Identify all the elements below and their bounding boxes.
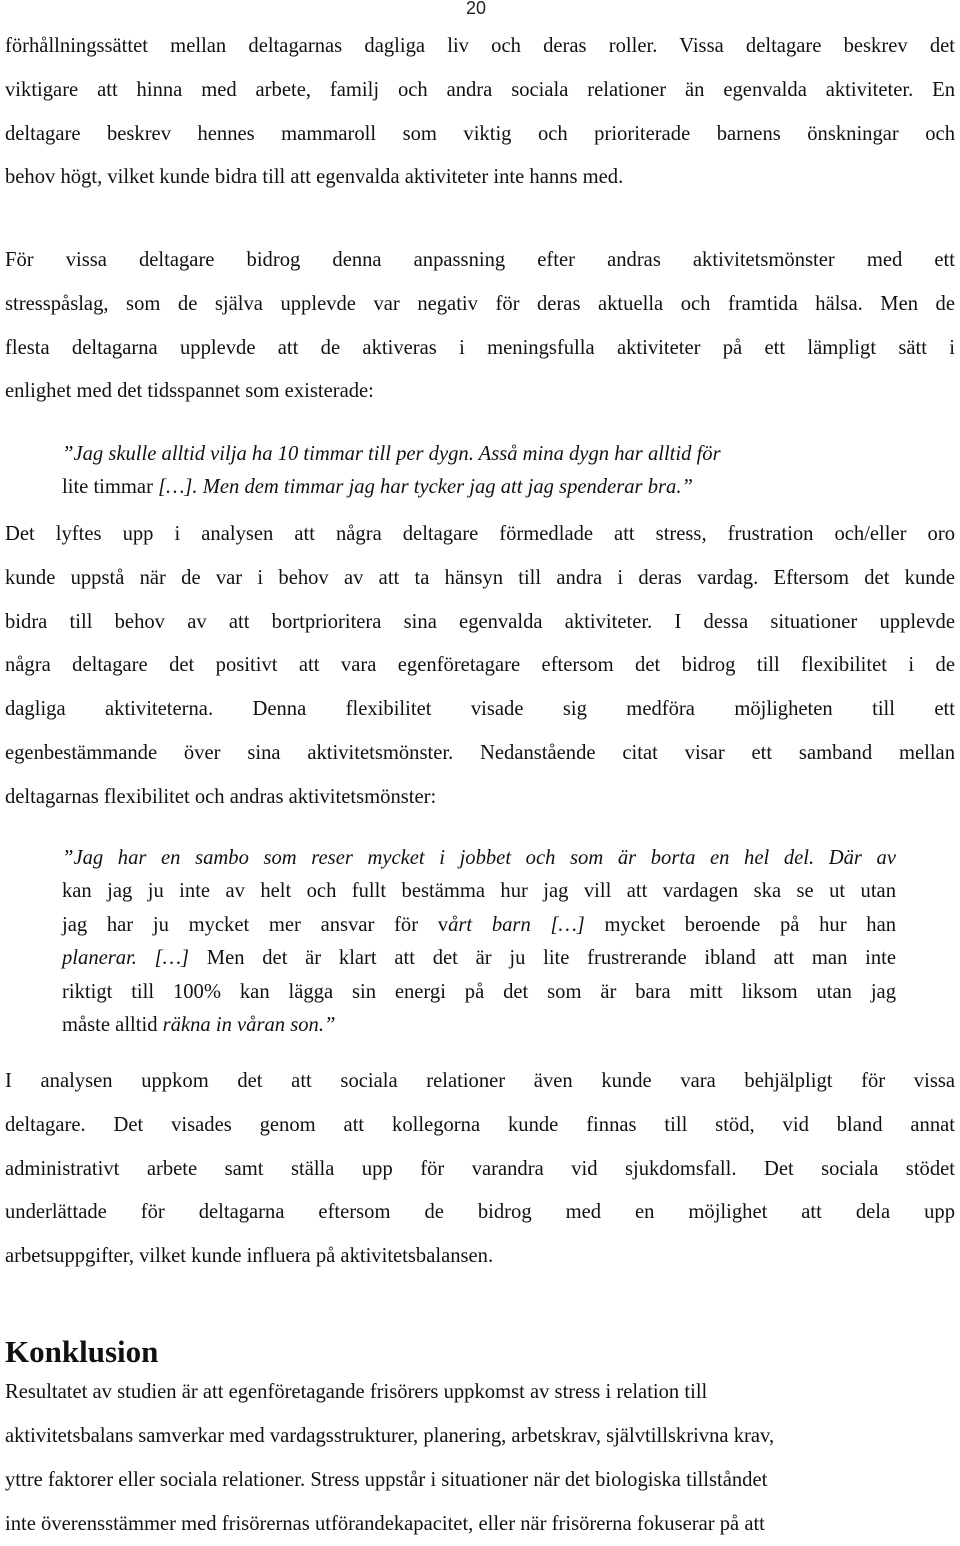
section-heading-konklusion: Konklusion <box>5 1334 159 1369</box>
text-line: enlighet med det tidsspannet som existerade: <box>5 380 374 403</box>
quote-line <box>62 471 896 504</box>
paragraph-conclusion <box>5 1370 955 1546</box>
text-line: bidra till behov av att bortprioritera sina egenvalda aktiviteter. I dessa situationer upplevde <box>5 610 955 633</box>
text-line: några deltagare det positivt att vara egenföretagare eftersom det bidrog till flexibilitet i de <box>5 654 955 677</box>
page-number: 20 <box>466 0 487 18</box>
text-line: behov högt, vilket kunde bidra till att egenvalda aktiviteter inte hanns med. <box>5 166 624 189</box>
quote-text: måste alltid <box>62 1014 163 1037</box>
quote-text: räkna in våran son.” <box>162 1014 336 1037</box>
text-line: I analysen uppkom det att sociala relationer även kunde vara behjälpligt för vissa <box>5 1070 955 1092</box>
quote-line <box>62 842 896 875</box>
quote-text: jag har ju mycket mer ansvar för v <box>62 913 449 936</box>
block-quote-partner <box>62 842 896 1042</box>
quote-text: planerar. […] <box>62 947 190 970</box>
quote-text: Där av <box>814 847 896 869</box>
quote-text: […]. Men dem timmar jag har tycker jag att jag spenderar bra.” <box>158 476 693 499</box>
text-line: Resultatet av studien är att egenföretagande frisörers uppkomst av stress i relation till <box>5 1381 708 1403</box>
text-line: stresspåslag, som de själva upplevde var negativ för deras aktuella och framtida hälsa. Men de <box>5 292 955 315</box>
paragraph-flexibility <box>5 513 955 820</box>
quote-line <box>62 909 896 942</box>
text-line: egenbestämmande över sina aktivitetsmönster. Nedanstående citat visar ett samband mellan <box>5 741 955 764</box>
block-quote-time <box>62 438 896 505</box>
quote-line <box>62 942 896 975</box>
quote-line: ”Jag skulle alltid vilja ha 10 timmar till per dygn. Asså mina dygn har alltid för <box>62 443 721 465</box>
text-line: deltagarnas flexibilitet och andras aktivitetsmönster: <box>5 785 437 808</box>
paragraph-stress-adaptation <box>5 239 955 414</box>
text-line: inte överensstämmer med frisörernas utförandekapacitet, eller när frisörerna fokuserar på att <box>5 1513 765 1535</box>
quote-text: ”Jag har en sambo som reser mycket i jobbet och som är borta en hel del. <box>62 847 815 869</box>
quote-line <box>62 1009 896 1042</box>
text-line: deltagare. Det visades genom att kollegorna kunde finnas till stöd, vid bland annat <box>5 1113 955 1136</box>
text-line: underlättade för deltagarna eftersom de bidrog med en möjlighet att dela upp <box>5 1201 955 1224</box>
text-line: arbetsuppgifter, vilket kunde influera på aktivitetsbalansen. <box>5 1245 494 1268</box>
quote-text: Men det är klart att det är ju lite frustrerande ibland att man inte <box>189 947 896 970</box>
quote-line: kan jag ju inte av helt och fullt bestämma hur jag vill att vardagen ska se ut utan <box>62 880 896 903</box>
quote-text: årt barn […] <box>448 913 585 936</box>
text-line: viktigare att hinna med arbete, familj och andra sociala relationer än egenvalda aktiviteter. En <box>5 78 955 101</box>
text-line: förhållningssättet mellan deltagarnas dagliga liv och deras roller. Vissa deltagare beskrev det <box>5 35 955 57</box>
text-line: Det lyftes upp i analysen att några deltagare förmedlade att stress, frustration och/eller oro <box>5 523 955 545</box>
text-line: dagliga aktiviteterna. Denna flexibilitet visade sig medföra möjligheten till ett <box>5 698 955 721</box>
text-line: deltagare beskrev hennes mammaroll som viktig och prioriterade barnens önskningar och <box>5 122 955 145</box>
text-line: administrativt arbete samt ställa upp för varandra vid sjukdomsfall. Det sociala stödet <box>5 1157 955 1180</box>
text-line: aktivitetsbalans samverkar med vardagsstrukturer, planering, arbetskrav, självtillskrivna krav, <box>5 1425 775 1447</box>
quote-text: lite timmar <box>62 476 159 499</box>
text-line: yttre faktorer eller sociala relationer. Stress uppstår i situationer när det biologiska tillståndet <box>5 1469 768 1491</box>
text-line: För vissa deltagare bidrog denna anpassning efter andras aktivitetsmönster med ett <box>5 249 955 271</box>
quote-text: mycket beroende på hur han <box>584 913 897 936</box>
quote-line: riktigt till 100% kan lägga sin energi på det som är bara mitt liksom utan jag <box>62 980 896 1003</box>
paragraph-roles <box>5 25 955 200</box>
paragraph-social-support <box>5 1060 955 1279</box>
text-line: flesta deltagarna upplevde att de aktiveras i meningsfulla aktiviteter på ett lämpligt sätt i <box>5 336 955 359</box>
text-line: kunde uppstå när de var i behov av att ta hänsyn till andra i deras vardag. Eftersom det kunde <box>5 566 955 589</box>
